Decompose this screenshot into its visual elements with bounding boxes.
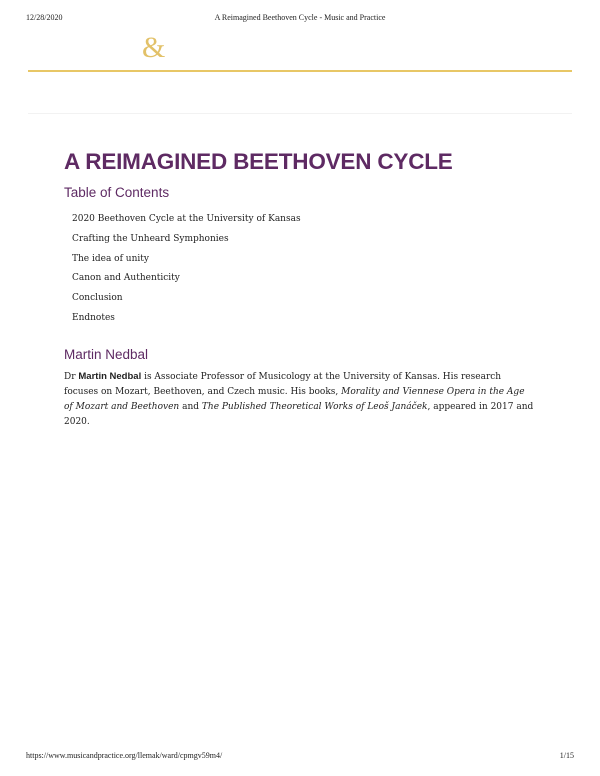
- toc-link-conclusion[interactable]: Conclusion: [72, 293, 123, 304]
- book-title-1: Morality and Viennese Opera in the Age of Mozart and Beethoven: [64, 386, 525, 412]
- toc-item: [72, 213, 534, 233]
- bio-prefix: Dr: [64, 371, 79, 382]
- toc-link-endnotes[interactable]: Endnotes: [72, 312, 115, 323]
- author-bio: [64, 369, 534, 430]
- toc-item: [72, 233, 534, 253]
- book-title-2: The Published Theoretical Works of Leoš Janáček: [201, 401, 428, 412]
- site-logo-ampersand[interactable]: &: [142, 31, 166, 64]
- table-of-contents: [64, 213, 534, 332]
- toc-item: [72, 272, 534, 292]
- toc-heading: Table of Contents: [64, 185, 170, 200]
- author-name: Martin Nedbal: [78, 370, 142, 382]
- print-footer: [26, 751, 574, 763]
- toc-item: [72, 253, 534, 273]
- bio-text-1: is Associate Professor of Musicology at the University of Kansas. His research focuses on Mozart, Beethoven, and Czech music. His books,: [64, 371, 502, 397]
- toc-link-beethoven-cycle[interactable]: 2020 Beethoven Cycle at the University of Kansas: [72, 214, 301, 224]
- print-doc-title: A Reimagined Beethoven Cycle - Music and Practice: [214, 13, 386, 22]
- print-url: https://www.musicandpractice.org/llemak/ward/cpmgv59m4/: [26, 751, 223, 760]
- bio-text-3: , appeared in 2017 and 2020.: [64, 401, 534, 427]
- article: [64, 148, 534, 430]
- print-header: [26, 13, 574, 25]
- toc-link-canon-authenticity[interactable]: Canon and Authenticity: [72, 273, 180, 284]
- divider: [28, 113, 572, 114]
- bio-text-2: and: [179, 401, 202, 412]
- article-title: A REIMAGINED BEETHOVEN CYCLE: [64, 149, 453, 174]
- page-number: 1/15: [559, 751, 574, 760]
- author-heading: Martin Nedbal: [64, 346, 149, 362]
- toc-link-idea-of-unity[interactable]: The idea of unity: [72, 253, 149, 264]
- toc-item: [72, 292, 534, 312]
- logo-faint-right: [178, 40, 308, 54]
- toc-item: [72, 312, 534, 332]
- site-banner: [28, 28, 572, 72]
- print-date: 12/28/2020: [26, 13, 63, 22]
- toc-link-unheard-symphonies[interactable]: Crafting the Unheard Symphonies: [72, 233, 229, 244]
- logo-faint-left: [62, 40, 152, 54]
